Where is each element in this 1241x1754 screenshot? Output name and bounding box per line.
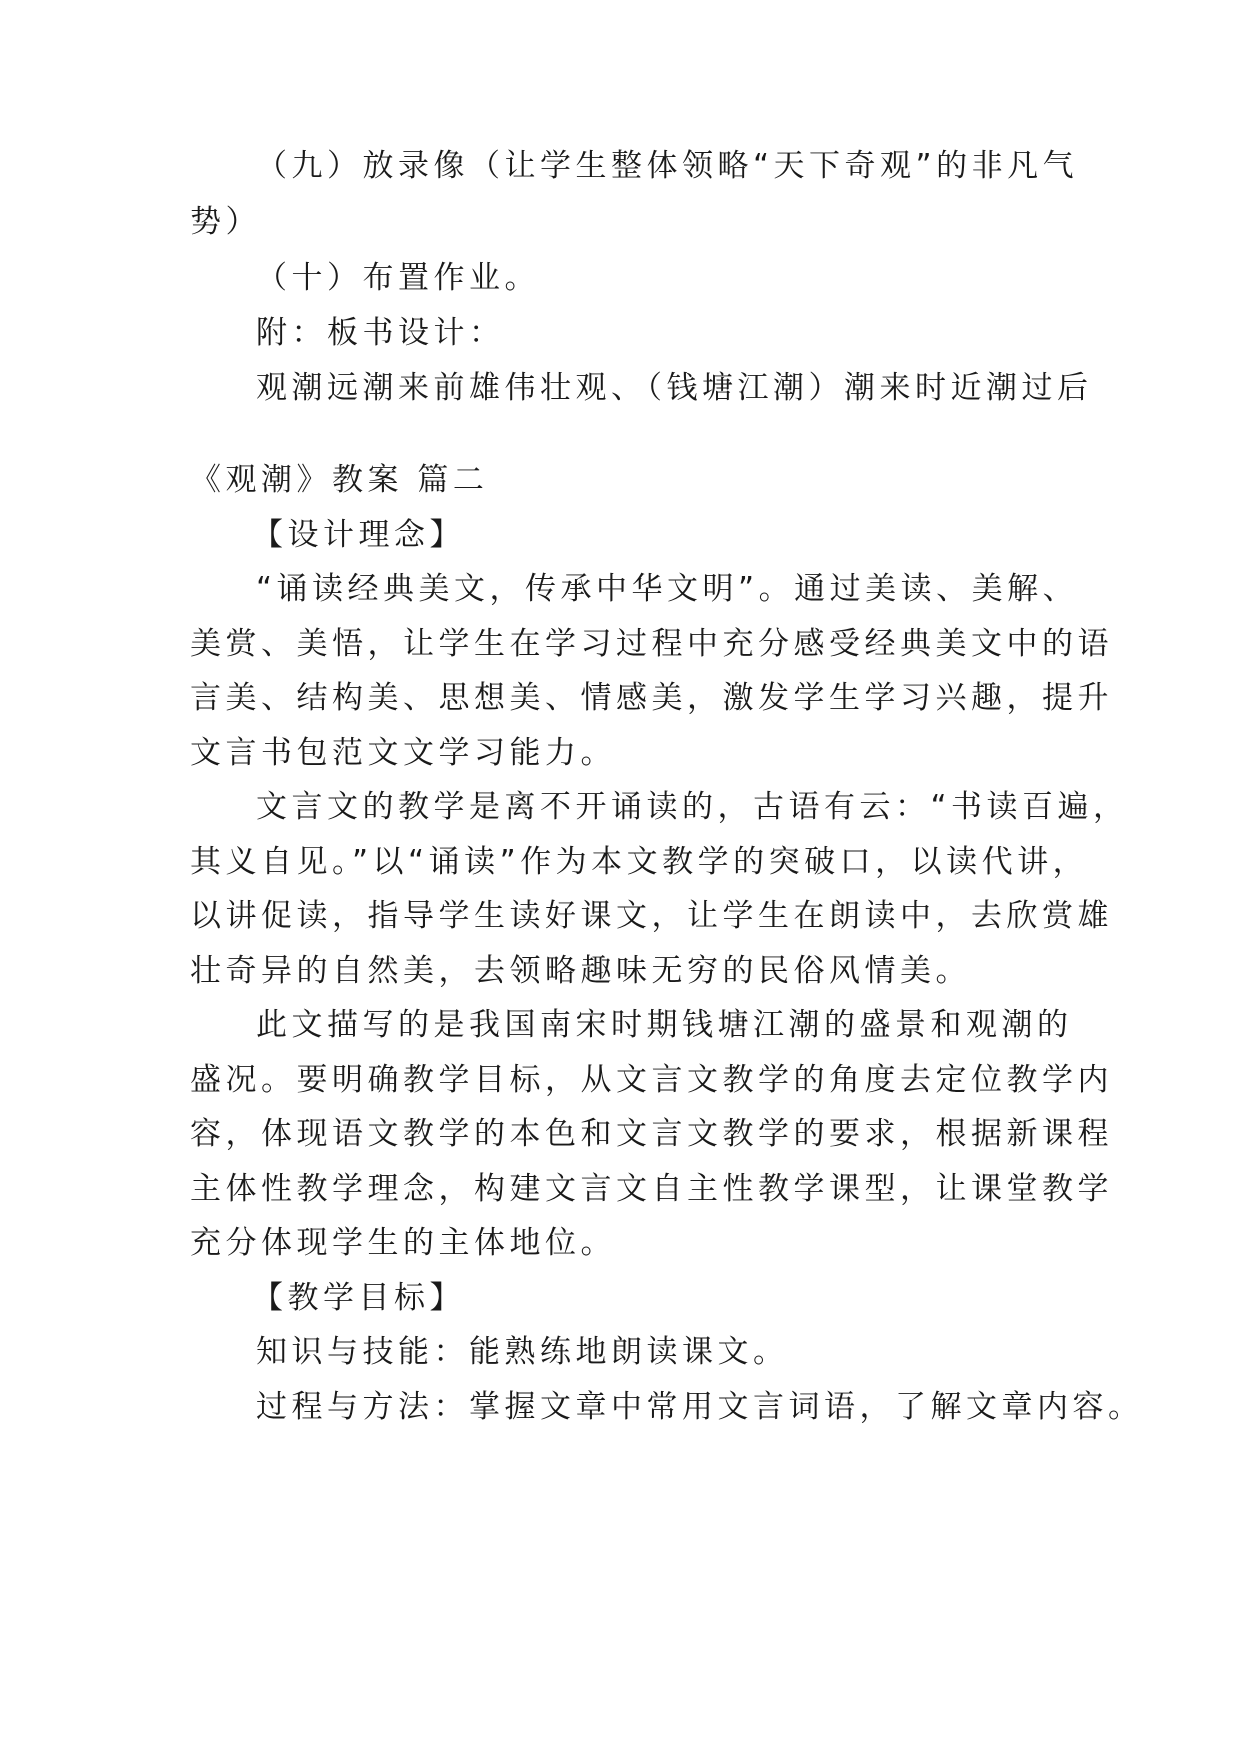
goal-process-line: 过程与方法：掌握文章中常用文言词语，了解文章内容。: [256, 1389, 1144, 1425]
goal-knowledge-line: 知识与技能：能熟练地朗读课文。: [256, 1334, 789, 1370]
paragraph-line: 文言文的教学是离不开诵读的，古语有云：“书读百遍，: [256, 789, 1129, 825]
paragraph-line: 此文描写的是我国南宋时期钱塘江潮的盛景和观潮的: [256, 1007, 1073, 1043]
paragraph-line: 容，体现语文教学的本色和文言文教学的要求，根据新课程: [190, 1116, 1113, 1152]
item9-line2: 势）: [190, 204, 261, 240]
appendix-line: 附：板书设计：: [256, 315, 505, 351]
paragraph-line: 文言书包范文文学习能力。: [190, 735, 616, 771]
board-design-line: 观潮远潮来前雄伟壮观、（钱塘江潮）潮来时近潮过后: [256, 370, 1093, 406]
paragraph-line: 盛况。要明确教学目标，从文言文教学的角度去定位教学内: [190, 1062, 1113, 1098]
paragraph-line: “诵读经典美文，传承中华文明”。通过美读、美解、: [256, 571, 1079, 607]
design-concept-label: 【设计理念】: [252, 517, 465, 553]
section-heading: 《观潮》教案 篇二: [190, 462, 489, 498]
paragraph-line: 主体性教学理念，构建文言文自主性教学课型，让课堂教学: [190, 1171, 1113, 1207]
paragraph-line: 壮奇异的自然美，去领略趣味无穷的民俗风情美。: [190, 953, 971, 989]
paragraph-line: 美赏、美悟，让学生在学习过程中充分感受经典美文中的语: [190, 626, 1113, 662]
item10-line: （十）布置作业。: [256, 260, 540, 296]
paragraph-line: 言美、结构美、思想美、情感美，激发学生学习兴趣，提升: [190, 680, 1113, 716]
teaching-goals-label: 【教学目标】: [252, 1280, 465, 1316]
paragraph-line: 以讲促读，指导学生读好课文，让学生在朗读中，去欣赏雄: [190, 898, 1113, 934]
paragraph-line: 其义自见。”以“诵读”作为本文教学的突破口，以读代讲，: [190, 844, 1089, 880]
item9-line1: （九）放录像（让学生整体领略“天下奇观”的非凡气: [256, 148, 1079, 184]
paragraph-line: 充分体现学生的主体地位。: [190, 1225, 616, 1261]
